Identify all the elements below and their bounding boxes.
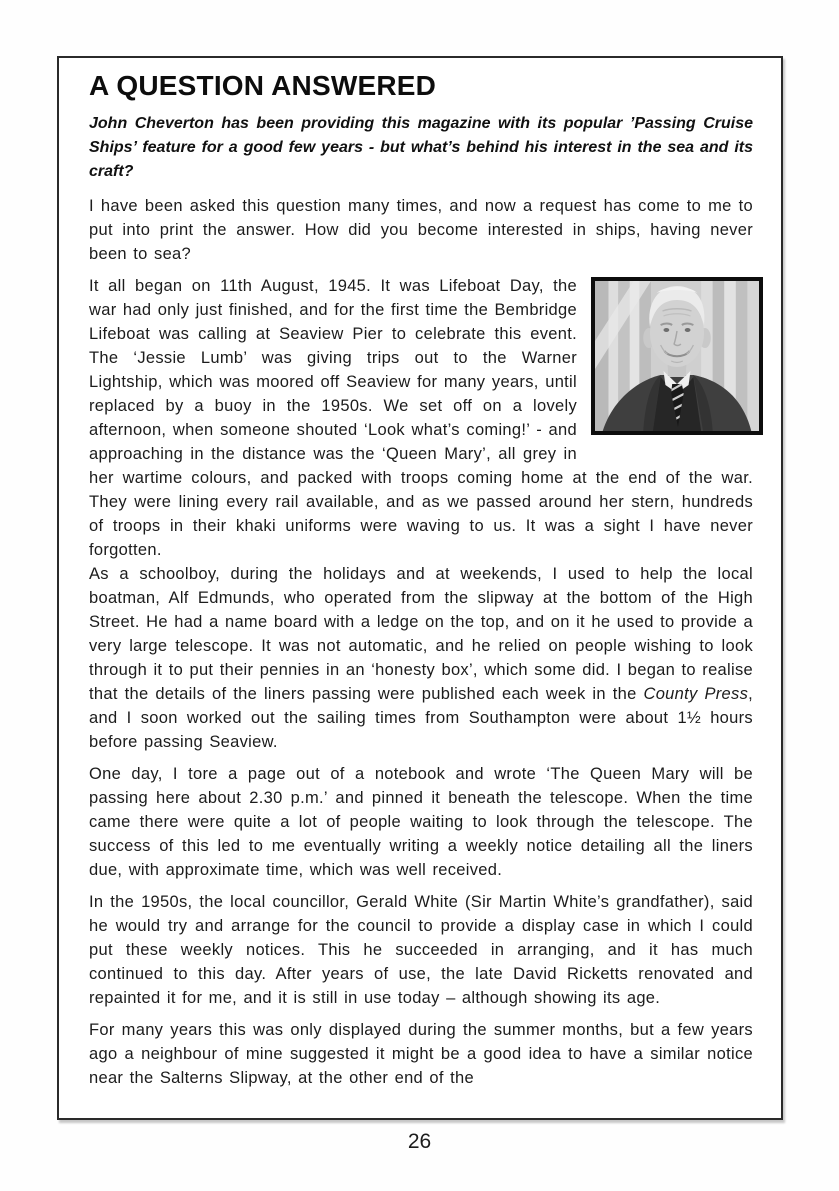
paragraph-2-text: It all began on 11th August, 1945. It was Lifeboat Day, the war had only just finished, and for the first time the Bembridge Lifeboat was calling at Seaview Pier to celebrate this event. The ‘Jessie Lumb’ was giving trips out to the Warner Lightship, which was moored off Seaview for many years, until replaced by a buoy in the 1950s. We set off on a lovely afternoon, when someone shouted ‘Look what’s coming!’ - and approaching in the distance was the ‘Queen Mary’, all grey in her wartime colours, and packed with troops coming home at the end of the war. They were lining every rail available, and as we passed around her stern, hundreds of troops in their khaki uniforms were waving to us. It was a sight I have never forgotten.	[89, 277, 753, 559]
article-standfirst: John Cheverton has been providing this magazine with its popular ’Passing Cruise Ships’ feature for a good few years - but what’s behind his interest in the sea and its craft?	[89, 115, 753, 180]
paragraph-3	[89, 562, 753, 754]
county-press-italic: County Press	[643, 685, 749, 703]
paragraph-3-text: As a schoolboy, during the holidays and at weekends, I used to help the local boatman, Alf Edmunds, who operated from the slipway at the bottom of the High Street. He had a name board with a ledge on the top, and on it he used to provide a very large telescope. It was not automatic, and he relied on people wishing to look through it to put their pennies in an ‘honesty box’, which some did. I began to realise that the details of the liners passing were published each week in the	[89, 565, 753, 703]
paragraph-1: I have been asked this question many times, and now a request has come to me to put into print the answer. How did you become interested in ships, having never been to sea?	[89, 197, 753, 263]
paragraph-3-text-cont: , and I soon worked out the sailing times from Southampton were about 1½ hours before passing Seaview.	[89, 685, 754, 751]
paragraph-4: One day, I tore a page out of a notebook and wrote ‘The Queen Mary will be passing here about 2.30 p.m.’ and pinned it beneath the telescope. When the time came there were quite a lot of people waiting to look through the telescope. The success of this led to me eventually writing a weekly notice detailing all the liners due, with approximate time, which was well received.	[89, 765, 753, 879]
paragraph-5: In the 1950s, the local councillor, Gerald White (Sir Martin White’s grandfather), said he would try and arrange for the council to provide a display case in which I could put these weekly notices. This he succeeded in arranging, and it has much continued to this day. After years of use, the late David Ricketts renovated and repainted it for me, and it is still in use today – although showing its age.	[89, 893, 753, 1007]
elderly-man-portrait-illustration	[595, 281, 759, 431]
article-title: A QUESTION ANSWERED	[89, 70, 437, 101]
article-box	[57, 56, 783, 1120]
paragraph-6: For many years this was only displayed during the summer months, but a few years ago a neighbour of mine suggested it might be a good idea to have a similar notice near the Salterns Slipway, at the other end of the	[89, 1021, 753, 1087]
page-number: 26	[407, 1130, 432, 1153]
paragraph-2	[89, 274, 753, 562]
portrait-photo	[591, 277, 763, 435]
